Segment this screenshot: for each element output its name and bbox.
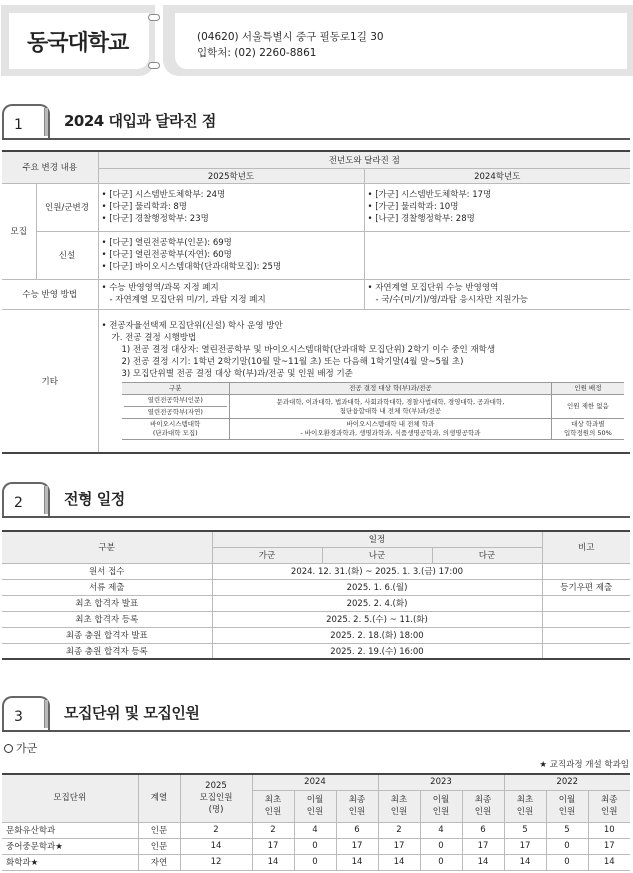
header-text: 최종 (601, 795, 618, 805)
schedule-date: 2024. 12. 31.(화) ~ 2025. 1. 3.(금) 17:00 (212, 563, 542, 579)
table-row (2, 822, 630, 838)
schedule-label: 원서 접수 (2, 563, 212, 579)
subtable-header: 인원 배정 (551, 383, 624, 395)
binder-ring-icon (148, 62, 160, 69)
suneung-2025-cell (98, 279, 364, 309)
sinseol-2024-cell (364, 231, 630, 279)
quota-header-2025 (180, 774, 252, 822)
list-subitem: - 자연계열 모집단위 미/기, 과탐 지정 폐지 (109, 295, 266, 305)
quota-header-2024: 2024 (252, 774, 378, 790)
section-number-box (2, 104, 50, 138)
section-divider (44, 486, 48, 514)
section-number: 2 (14, 495, 23, 511)
list-subitem: - 국/수(미/기)/영/과탐 응시자만 지원가능 (375, 295, 528, 305)
cell: 14 (378, 854, 420, 870)
quota-subheader (252, 790, 294, 822)
subtable-text: 열린전공학부(자연) (147, 408, 203, 417)
schedule-date: 2025. 2. 4.(화) (212, 595, 542, 611)
list-item: • [다군] 시스템반도체학부: 24명 (102, 189, 361, 201)
table-row (2, 838, 630, 854)
quota-subheader (462, 790, 504, 822)
schedule-header-ga: 가군 (212, 547, 322, 563)
cell: 5 (504, 822, 546, 838)
header-text: 인원 (390, 807, 408, 817)
list-item: • 자연계열 모집단위 수능 반영영역 (368, 282, 628, 294)
subtable-text: - 바이오환경과학과, 생명과학과, 식품생명공학과, 의생명공학과 (300, 429, 481, 438)
teaching-course-note: ★ 교직과정 개설 학과임 (539, 760, 629, 770)
header-left-panel (1, 5, 155, 76)
table-row (2, 579, 630, 595)
schedule-date: 2025. 2. 5.(수) ~ 11.(화) (212, 611, 542, 627)
phone: 입학처: (02) 2260-8861 (197, 47, 317, 59)
cell: 12 (180, 854, 252, 870)
row-label-mojip: 모집 (2, 183, 36, 279)
cell: 자연 (138, 854, 180, 870)
schedule-label: 최초 합격자 발표 (2, 595, 212, 611)
subtable-cell (122, 419, 230, 440)
gita-line-2: 2) 전공 결정 시기: 1학년 2학기말(10월 말~11월 초) 또는 다음해 1학기말(4월 말~5월 초) (121, 357, 464, 368)
schedule-note (542, 563, 630, 579)
cell: 17 (504, 838, 546, 854)
binder-ring-icon (148, 14, 160, 21)
subtable-text: 입학정원의 50% (563, 429, 612, 438)
gita-cell (98, 309, 630, 453)
subtable-text: 바이오시스템대학 (150, 420, 201, 429)
header-2024: 2024학년도 (364, 168, 630, 183)
cell: 14 (462, 854, 504, 870)
list-item: • [다군] 바이오시스템대학(단과대학모집): 25명 (102, 261, 361, 273)
section-title: 모집단위 및 모집인원 (64, 704, 200, 722)
header-text: 최종 (474, 795, 492, 805)
quota-header-unit: 모집단위 (2, 774, 138, 822)
table-row (2, 611, 630, 627)
subtable-text: 대상 학과별 (571, 420, 605, 429)
header-text: 인원 (516, 807, 534, 817)
list-item: • [가군] 물리학과: 10명 (368, 201, 628, 213)
gita-sub-heading: 가. 전공 결정 시행방법 (111, 333, 197, 344)
cell: 14 (252, 854, 294, 870)
group-label-text: 가군 (16, 742, 38, 755)
cell: 0 (294, 838, 336, 854)
quota-subheader (378, 790, 420, 822)
quota-subheader (336, 790, 378, 822)
table-row (2, 854, 630, 870)
header-right-panel (163, 5, 633, 76)
schedule-note (542, 611, 630, 627)
table-row (2, 627, 630, 643)
subtable-text: 열린전공학부(인문) (124, 396, 227, 407)
gita-line-3: 3) 모집단위별 전공 결정 대상 학(부)과/전공 및 인원 배정 기준 (121, 369, 353, 380)
header-2025: 2025학년도 (98, 168, 364, 183)
subtable-cell (229, 395, 551, 419)
cell: 14 (504, 854, 546, 870)
section-heading-1 (2, 100, 630, 140)
subtable-header: 전공 결정 대상 학(부)과/전공 (229, 383, 551, 395)
list-item: • [가군] 시스템반도체학부: 17명 (368, 189, 628, 201)
schedule-header-da: 다군 (432, 547, 542, 563)
cell: 0 (420, 854, 462, 870)
section-heading-3 (2, 692, 630, 732)
cell: 0 (420, 838, 462, 854)
unit-name: 문화유산학과 (2, 822, 138, 838)
list-item: • [다군] 열린전공학부(자연): 60명 (102, 249, 361, 261)
row-label-inwon: 인원/군변경 (36, 183, 98, 231)
university-name: 동국대학교 (27, 30, 129, 56)
cell: 2 (378, 822, 420, 838)
inwon-2025-cell (98, 183, 364, 231)
section-title: 2024 대입과 달라진 점 (64, 112, 216, 130)
section-divider (44, 700, 48, 728)
schedule-label: 최초 합격자 등록 (2, 611, 212, 627)
header-text: 인원 (432, 807, 450, 817)
university-box (9, 13, 149, 69)
schedule-header-ilj: 일정 (212, 531, 542, 547)
cell: 6 (336, 822, 378, 838)
schedule-note (542, 595, 630, 611)
cell: 17 (462, 838, 504, 854)
subtable-cell (122, 395, 230, 419)
cell: 0 (546, 854, 588, 870)
quota-subheader (546, 790, 588, 822)
schedule-header-bigo: 비고 (542, 531, 630, 563)
schedule-header-na: 나군 (322, 547, 432, 563)
header-text: 최종 (348, 795, 366, 805)
cell: 5 (546, 822, 588, 838)
cell: 17 (336, 838, 378, 854)
section-number-box (2, 696, 50, 730)
header-text: 최초 (516, 795, 534, 805)
section-heading-2 (2, 478, 630, 518)
cell: 14 (588, 854, 630, 870)
quota-subheader (504, 790, 546, 822)
cell: 17 (378, 838, 420, 854)
subtable-header: 구분 (122, 383, 230, 395)
header-text: 인원 (601, 807, 618, 817)
section-divider (44, 108, 48, 136)
cell: 10 (588, 822, 630, 838)
cell: 14 (180, 838, 252, 854)
gita-line-1: 1) 전공 결정 대상자: 열린전공학부 및 바이오시스템대학(단과대학 모집단위) 2학기 이수 중인 재학생 (121, 345, 496, 356)
schedule-note: 등기우편 제출 (542, 579, 630, 595)
cell: 14 (336, 854, 378, 870)
section-number: 3 (14, 709, 23, 725)
subtable-cell (229, 419, 551, 440)
address-box (175, 13, 627, 69)
header-text: 모집인원 (199, 793, 233, 804)
quota-subheader (420, 790, 462, 822)
header-main-changes: 주요 변경 내용 (2, 151, 98, 183)
sinseol-2025-cell (98, 231, 364, 279)
header-text: 최초 (264, 795, 282, 805)
cell: 인문 (138, 838, 180, 854)
section-number-box (2, 482, 50, 516)
header-text: 인원 (558, 807, 576, 817)
header-text: (명) (208, 805, 224, 816)
quota-header-2022: 2022 (504, 774, 630, 790)
cell: 17 (252, 838, 294, 854)
subtable-text: 바이오시스템대학 내 전체 학과 (346, 420, 435, 429)
subtable-cell: 인원 제한 없음 (551, 395, 624, 419)
schedule-label: 최종 충원 합격자 등록 (2, 643, 212, 659)
schedule-label: 최종 충원 합격자 발표 (2, 627, 212, 643)
header-text: 이월 (306, 795, 324, 805)
cell: 4 (294, 822, 336, 838)
circle-icon (4, 744, 13, 753)
subtable-text: (단과대학 모집) (152, 429, 198, 438)
inwon-2024-cell (364, 183, 630, 231)
subtable-text: 첨단융합대학 내 전체 학(부)과/전공 (339, 406, 442, 415)
cell: 4 (420, 822, 462, 838)
table-row (2, 643, 630, 659)
cell: 6 (462, 822, 504, 838)
group-label (4, 740, 37, 756)
list-item: • [다군] 열린전공학부(인문): 69명 (102, 237, 361, 249)
address: (04620) 서울특별시 중구 필동로1길 30 (197, 31, 384, 43)
list-item: • [나군] 경찰행정학부: 28명 (368, 213, 628, 225)
header-diff: 전년도와 달라진 점 (98, 151, 630, 168)
list-item: • 수능 반영영역/과목 지정 폐지 (102, 282, 361, 294)
row-label-gita: 기타 (2, 309, 98, 453)
table-row (2, 563, 630, 579)
major-assignment-subtable (122, 382, 625, 440)
quota-table (2, 773, 630, 871)
cell: 0 (294, 854, 336, 870)
list-item: • 전공자율선택제 모집단위(신설) 학사 운영 방안 (102, 320, 625, 332)
header-text: 인원 (474, 807, 492, 817)
suneung-2024-cell (364, 279, 630, 309)
header-text: 인원 (348, 807, 366, 817)
section-title: 전형 일정 (64, 490, 125, 508)
quota-header-2023: 2023 (378, 774, 504, 790)
section-number: 1 (14, 117, 23, 133)
cell: 2 (252, 822, 294, 838)
subtable-text: 문과대학, 이과대학, 법과대학, 사회과학대학, 경찰사법대학, 경영대학, 공과대학, (276, 397, 505, 406)
header-text: 이월 (558, 795, 576, 805)
schedule-table (2, 530, 630, 660)
header-text: 2025 (205, 781, 227, 792)
schedule-date: 2025. 2. 18.(화) 18:00 (212, 627, 542, 643)
quota-subheader (294, 790, 336, 822)
cell: 인문 (138, 822, 180, 838)
schedule-date: 2025. 2. 19.(수) 16:00 (212, 643, 542, 659)
quota-header-gye: 계열 (138, 774, 180, 822)
cell: 17 (588, 838, 630, 854)
cell: 2 (180, 822, 252, 838)
list-item: • [다군] 물리학과: 8명 (102, 201, 361, 213)
row-label-suneung: 수능 반영 방법 (2, 279, 98, 309)
header-text: 이월 (432, 795, 450, 805)
row-label-sinseol: 신설 (36, 231, 98, 279)
schedule-header-gubun: 구분 (2, 531, 212, 563)
unit-name: 화학과★ (2, 854, 138, 870)
schedule-date: 2025. 1. 6.(월) (212, 579, 542, 595)
schedule-note (542, 643, 630, 659)
schedule-label: 서류 제출 (2, 579, 212, 595)
header-text: 인원 (264, 807, 282, 817)
quota-subheader (588, 790, 630, 822)
cell: 0 (546, 838, 588, 854)
list-item: • [다군] 경찰행정학부: 23명 (102, 213, 361, 225)
table-row (2, 595, 630, 611)
header-text: 인원 (306, 807, 324, 817)
header-text: 최초 (390, 795, 408, 805)
schedule-note (542, 627, 630, 643)
subtable-cell (551, 419, 624, 440)
changes-table (2, 150, 630, 454)
unit-name: 중어중문학과★ (2, 838, 138, 854)
